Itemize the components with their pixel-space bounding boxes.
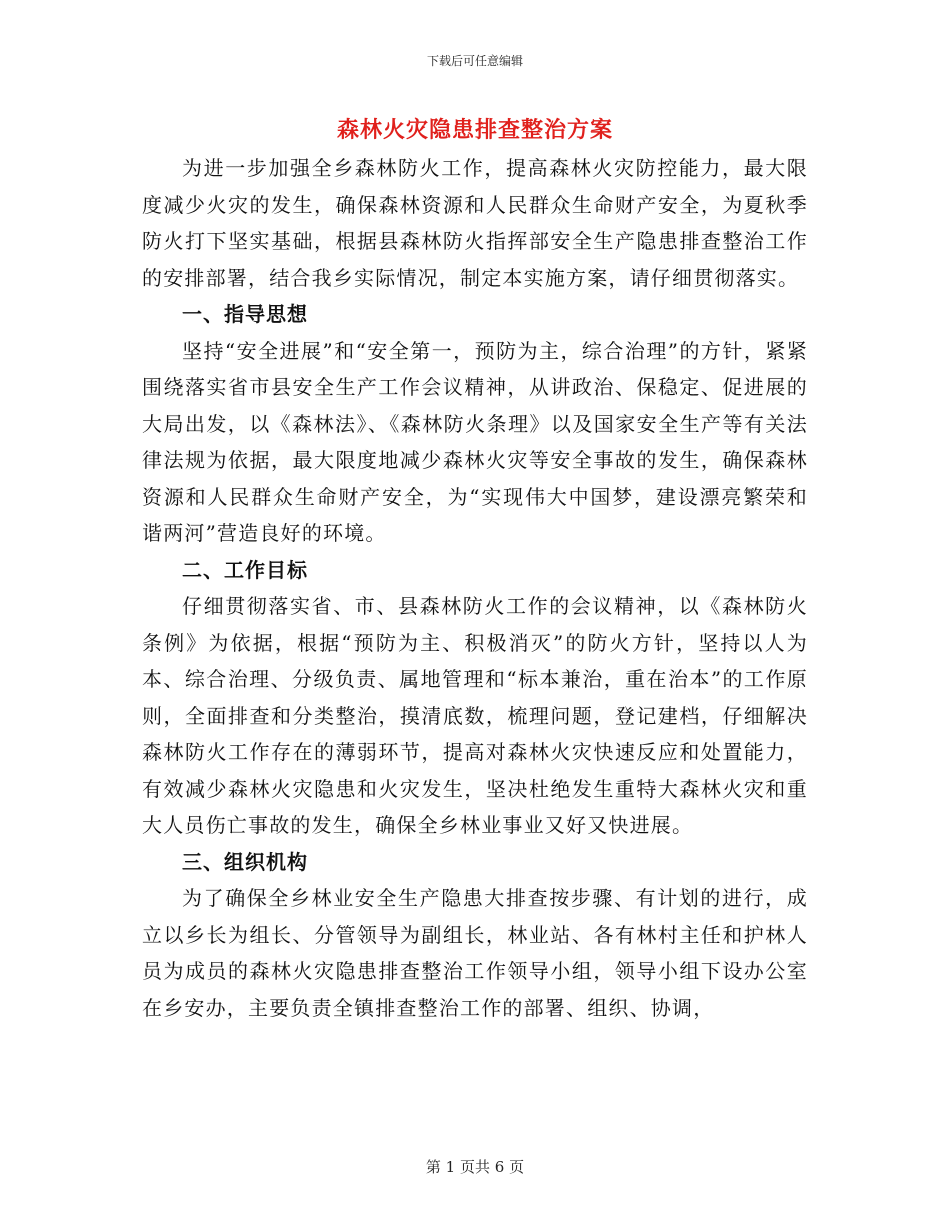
document-title: 森林火灾隐患排查整治方案 [336,118,613,143]
page-number-footer: 第 1 页共 6 页 [425,1158,525,1176]
guiding-ideology-paragraph: 坚持“安全进展”和“安全第一，预防为主，综合治理”的方针，紧紧围绕落实省市县安全生产工作会议精神，从讲政治、保稳定、促进展的大局出发，以《森林法》、《森林防火条理》以及国家安全生产等有关法律法规为依据，最大限度地减少森林火灾等安全事故的发生，确保森林资源和人民群众生命财产安全，为“实现伟大中国梦，建设漂亮繁荣和谐两河”营造良好的环境。 [142,338,808,545]
organization-paragraph: 为了确保全乡林业安全生产隐患大排查按步骤、有计划的进行，成立以乡长为组长、分管领导为副组长，林业站、各有林村主任和护林人员为成员的森林火灾隐患排查整治工作领导小组，领导小组下设办公室在乡安办，主要负责全镇排查整治工作的部署、组织、协调， [142,886,808,1020]
page-header-note: 下载后可任意编辑 [426,54,523,68]
section-heading-guiding-ideology: 一、指导思想 [182,302,308,326]
section-heading-organization: 三、组织机构 [182,849,308,874]
section-heading-work-goals: 二、工作目标 [182,557,308,582]
document-body [142,150,808,1026]
work-goals-paragraph: 仔细贯彻落实省、市、县森林防火工作的会议精神，以《森林防火条例》为依据，根据“预防为主、积极消灭”的防火方针，坚持以人为本、综合治理、分级负责、属地管理和“标本兼治，重在治本”的工作原则，全面排查和分类整治，摸清底数，梳理问题，登记建档，仔细解决森林防火工作存在的薄弱环节，提高对森林火灾快速反应和处置能力，有效减少森林火灾隐患和火灾发生，坚决杜绝发生重特大森林火灾和重大人员伤亡事故的发生，确保全乡林业事业又好又快进展。 [142,594,808,837]
intro-paragraph: 为进一步加强全乡森林防火工作，提高森林火灾防控能力，最大限度减少火灾的发生，确保森林资源和人民群众生命财产安全，为夏秋季防火打下坚实基础，根据县森林防火指挥部安全生产隐患排查整治工作的安排部署，结合我乡实际情况，制定本实施方案，请仔细贯彻落实。 [142,156,808,290]
